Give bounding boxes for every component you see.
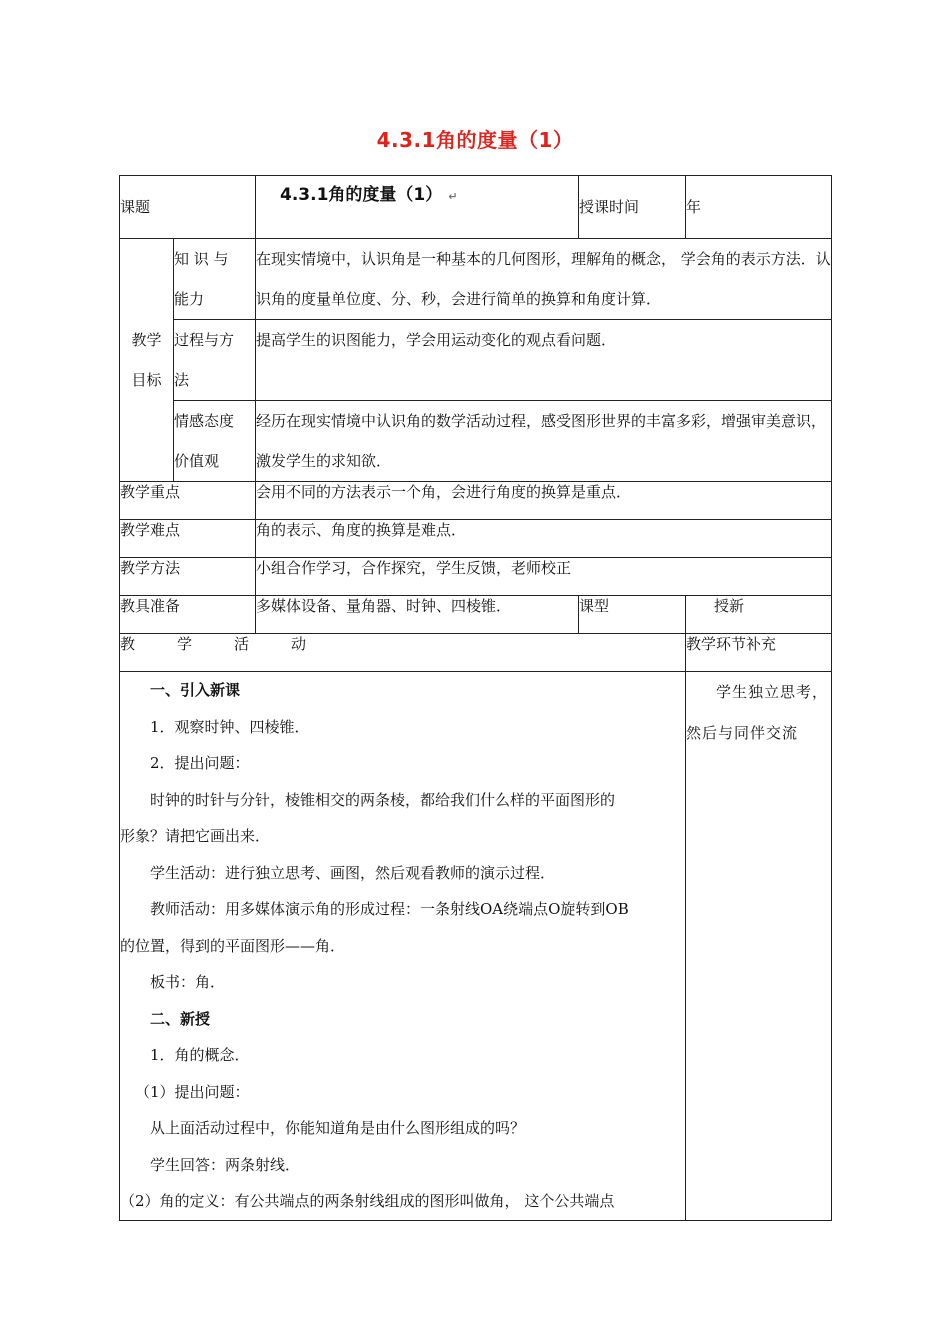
goal-label-process: 过程与方 法 <box>174 320 256 401</box>
activity-line: 板书：角． <box>150 973 226 991</box>
goal-row-knowledge <box>120 239 832 320</box>
supplement-content: 学生独立思考，然后与同伴交流 <box>686 672 832 1221</box>
activity-line: 1．观察时钟、四棱锥． <box>150 717 310 736</box>
method-row <box>120 558 832 596</box>
goal-text-knowledge: 在现实情境中，认识角是一种基本的几何图形，理解角的概念， 学会角的表示方法．认识角的度量单位度、分、秒，会进行简单的换算和角度计算． <box>256 239 832 320</box>
topic-row <box>120 176 832 239</box>
goal-row-process <box>120 320 832 401</box>
page-title: 4.3.1角的度量（1） <box>376 128 574 152</box>
tools-text: 多媒体设备、量角器、时钟、四棱锥． <box>256 596 579 634</box>
key-point-row <box>120 482 832 520</box>
activity-line: 2．提出问题： <box>150 754 250 772</box>
activity-line: 学生活动：进行独立思考、画图，然后观看教师的演示过程． <box>150 863 556 882</box>
activity-header-label: 教学活动 <box>120 634 686 672</box>
goal-text-process: 提高学生的识图能力，学会用运动变化的观点看问题． <box>256 320 832 401</box>
activity-line: 教师活动：用多媒体演示角的形成过程：一条射线OA绕端点O旋转到OB <box>150 900 629 918</box>
activity-content <box>120 672 686 1221</box>
goal-text-attitude: 经历在现实情境中认识角的数学活动过程，感受图形世界的丰富多彩，增强审美意识，激发学生的求知欲． <box>256 401 832 482</box>
activity-line: 学生回答：两条射线． <box>150 1155 301 1174</box>
tools-label: 教具准备 <box>120 596 256 634</box>
activity-line: （1）提出问题： <box>135 1082 250 1101</box>
paragraph-mark-icon: ↵ <box>448 190 458 203</box>
activity-line: 形象？请把它画出来． <box>120 827 271 845</box>
difficulty-text: 角的表示、角度的换算是难点． <box>256 520 832 558</box>
goal-label-attitude: 情感态度 价值观 <box>174 401 256 482</box>
lesson-type-label: 课型 <box>579 596 686 634</box>
key-point-text: 会用不同的方法表示一个角，会进行角度的换算是重点． <box>256 482 832 520</box>
lesson-plan-table <box>119 175 832 1221</box>
goals-label: 教学 目标 <box>120 239 174 482</box>
topic-label: 课题 <box>120 176 256 239</box>
activity-header-row <box>120 634 832 672</box>
activity-line: 1．角的概念． <box>150 1046 250 1064</box>
activity-line: 从上面活动过程中，你能知道角是由什么图形组成的吗？ <box>150 1119 526 1137</box>
activity-line: 时钟的时针与分针，棱锥相交的两条棱，都给我们什么样的平面图形的 <box>150 790 616 809</box>
section-heading-new: 二、新授 <box>150 1009 211 1028</box>
lesson-type-value: 授新 <box>686 596 832 634</box>
difficulty-row <box>120 520 832 558</box>
activity-line: 的位置，得到的平面图形——角． <box>120 936 346 955</box>
method-label: 教学方法 <box>120 558 256 596</box>
key-point-label: 教学重点 <box>120 482 256 520</box>
activity-row <box>120 672 832 1221</box>
time-label: 授课时间 <box>579 176 686 239</box>
topic-value-cell <box>256 176 579 239</box>
topic-value: 4.3.1角的度量（1） ↵ <box>280 185 458 205</box>
tools-row <box>120 596 832 634</box>
difficulty-label: 教学难点 <box>120 520 256 558</box>
goal-row-attitude <box>120 401 832 482</box>
time-value: 年 <box>686 176 832 239</box>
section-heading-intro: 一、引入新课 <box>150 681 241 699</box>
method-text: 小组合作学习，合作探究，学生反馈，老师校正 <box>256 558 832 596</box>
supplement-header-label: 教学环节补充 <box>686 634 832 672</box>
goal-label-knowledge: 知 识 与 能力 <box>174 239 256 320</box>
activity-line: （2）角的定义：有公共端点的两条射线组成的图形叫做角， 这个公共端点 <box>120 1192 615 1210</box>
